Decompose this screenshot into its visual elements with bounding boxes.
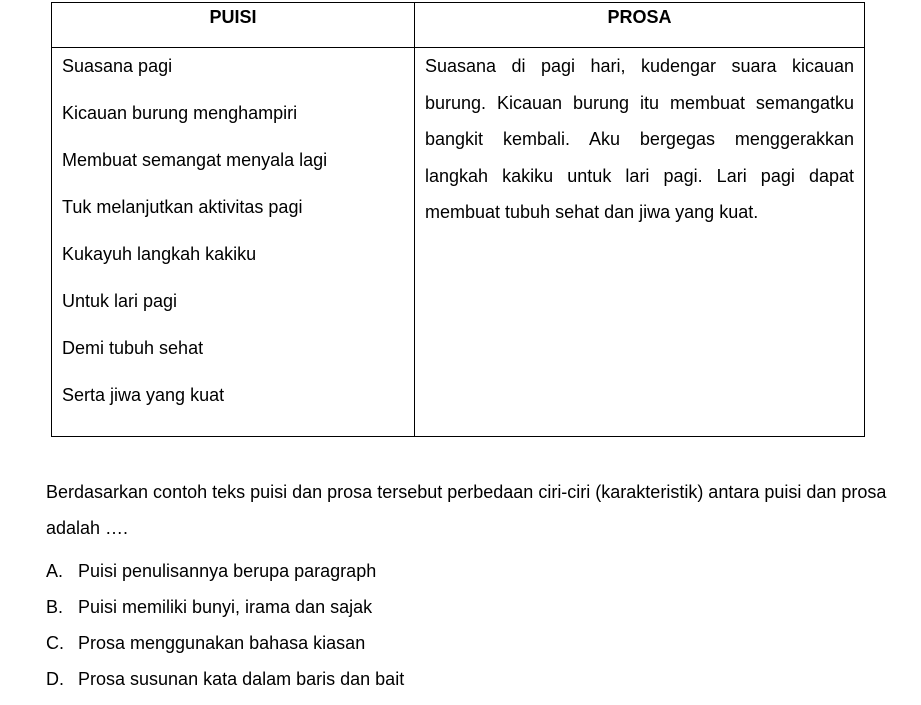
- table-body-row: [52, 48, 865, 437]
- option-c[interactable]: [46, 633, 404, 653]
- option-d[interactable]: [46, 669, 404, 689]
- poem-line: Demi tubuh sehat: [62, 338, 204, 358]
- poem-line: Untuk lari pagi: [62, 291, 178, 311]
- option-text: Puisi memiliki bunyi, irama dan sajak: [78, 597, 373, 617]
- poem-line: Serta jiwa yang kuat: [62, 385, 225, 405]
- option-text: Prosa menggunakan bahasa kiasan: [78, 633, 366, 653]
- poem-line: Membuat semangat menyala lagi: [62, 150, 328, 170]
- option-letter: C.: [46, 633, 64, 653]
- poem-line: Suasana pagi: [62, 56, 173, 76]
- option-a[interactable]: [46, 561, 404, 581]
- puisi-cell: [52, 48, 415, 437]
- header-prosa: PROSA: [415, 3, 865, 48]
- option-letter: B.: [46, 597, 64, 617]
- comparison-table: [51, 2, 865, 437]
- option-b[interactable]: [46, 597, 404, 617]
- option-text: Prosa susunan kata dalam baris dan bait: [78, 669, 405, 689]
- answer-options: [46, 561, 404, 705]
- poem-line: Kukayuh langkah kakiku: [62, 244, 257, 264]
- option-text: Puisi penulisannya berupa paragraph: [78, 561, 377, 581]
- poem-line: Tuk melanjutkan aktivitas pagi: [62, 197, 303, 217]
- table-header-row: [52, 3, 865, 48]
- option-letter: D.: [46, 669, 64, 689]
- prosa-cell: [415, 48, 865, 437]
- poem-line: Kicauan burung menghampiri: [62, 103, 298, 123]
- option-letter: A.: [46, 561, 64, 581]
- header-puisi: PUISI: [52, 3, 415, 48]
- question-text: Berdasarkan contoh teks puisi dan prosa tersebut perbedaan ciri-ciri (karakteristik) antara puisi dan prosa adalah ….: [46, 482, 887, 538]
- prose-paragraph: Suasana di pagi hari, kudengar suara kicauan burung. Kicauan burung itu membuat semangatku bangkit kembali. Aku bergegas menggerakkan langkah kakiku untuk lari pagi. Lari pagi dapat membuat tubuh sehat dan jiwa yang kuat.: [425, 56, 854, 222]
